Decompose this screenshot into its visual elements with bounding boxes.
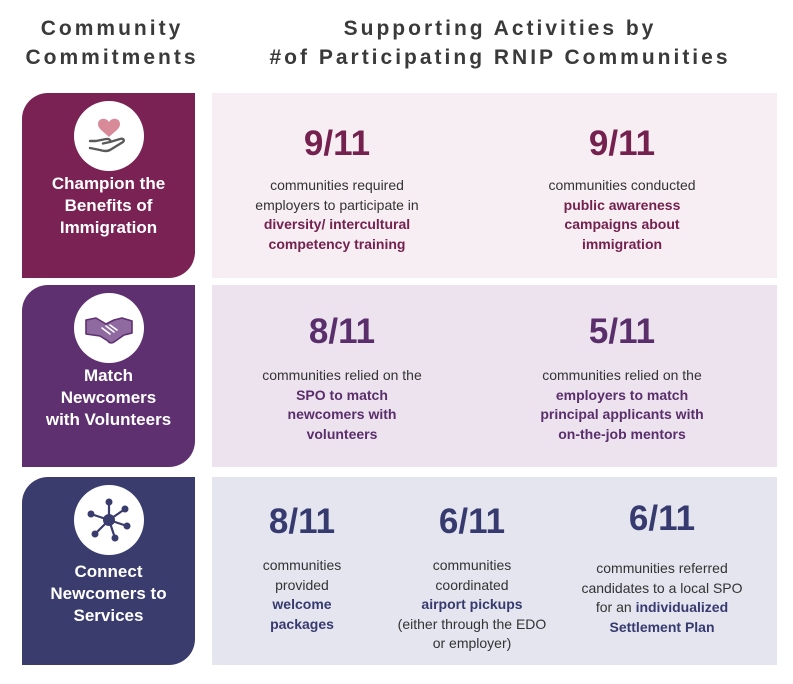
commitment-tab bbox=[22, 93, 195, 278]
commitment-tab bbox=[22, 477, 195, 665]
icon-circle bbox=[74, 485, 144, 555]
stat-highlight: campaigns about bbox=[564, 216, 680, 232]
handshake-icon bbox=[84, 308, 134, 348]
heart-in-hand-icon bbox=[86, 113, 132, 159]
stat-line: or employer) bbox=[432, 635, 512, 651]
stat-highlight: individualized bbox=[635, 599, 729, 615]
stat-highlight: newcomers with bbox=[287, 406, 397, 422]
commitment-title-line: Services bbox=[73, 606, 144, 625]
stat-description bbox=[512, 366, 732, 444]
commitment-title-line: Immigration bbox=[59, 218, 158, 237]
stat-value: 9/11 bbox=[588, 124, 656, 163]
stat-description bbox=[517, 176, 727, 254]
commitment-title-line: Connect bbox=[74, 562, 143, 581]
commitment-tab bbox=[22, 285, 195, 467]
stat-block bbox=[517, 124, 727, 254]
stat-line: provided bbox=[275, 576, 329, 593]
row-champion-benefits bbox=[0, 93, 793, 278]
stat-line: (either through the EDO bbox=[397, 615, 547, 632]
activities-panel bbox=[212, 477, 777, 665]
stat-description bbox=[572, 559, 752, 637]
row-match-newcomers bbox=[0, 285, 793, 467]
stat-line: communities bbox=[262, 557, 342, 573]
commitment-title-line: Champion the bbox=[51, 174, 166, 193]
stat-line bbox=[572, 598, 752, 618]
stat-line: communities relied on the bbox=[262, 367, 422, 383]
activities-header bbox=[215, 14, 785, 72]
stat-value: 8/11 bbox=[308, 312, 376, 351]
stat-highlight: airport pickups bbox=[421, 596, 523, 612]
activities-header-line-1: Supporting Activities by bbox=[343, 17, 657, 40]
stat-description bbox=[242, 366, 442, 444]
stat-line: communities relied on the bbox=[542, 367, 702, 383]
commitment-title-line: Newcomers bbox=[60, 388, 157, 407]
stat-highlight: SPO to match bbox=[296, 386, 388, 403]
icon-circle bbox=[74, 293, 144, 363]
stat-highlight: employers to match bbox=[555, 386, 689, 403]
activities-header-line-2: #of Participating RNIP Communities bbox=[269, 46, 731, 69]
stat-highlight: public awareness bbox=[563, 196, 681, 213]
stat-value: 6/11 bbox=[438, 502, 506, 541]
stat-highlight: packages bbox=[270, 615, 334, 632]
stat-line: coordinated bbox=[435, 576, 509, 593]
stat-highlight: principal applicants with bbox=[540, 406, 704, 422]
commitment-title-line: Match bbox=[83, 366, 134, 385]
stat-value: 6/11 bbox=[628, 499, 696, 538]
stat-highlight: diversity/ intercultural bbox=[263, 216, 411, 232]
stat-line: candidates to a local SPO bbox=[581, 579, 743, 596]
stat-block bbox=[392, 502, 552, 654]
stat-description bbox=[232, 556, 372, 634]
commitments-header-line-1: Community bbox=[40, 17, 184, 40]
stat-line: communities bbox=[432, 557, 512, 573]
commitments-header-line-2: Commitments bbox=[25, 46, 199, 69]
stat-line: communities conducted bbox=[548, 177, 696, 193]
stat-block bbox=[242, 312, 442, 444]
stat-highlight: immigration bbox=[581, 235, 663, 252]
commitment-title-line: Benefits of bbox=[64, 196, 153, 215]
commitments-header bbox=[12, 14, 212, 72]
stat-line-text: for an bbox=[595, 599, 636, 615]
stat-block bbox=[512, 312, 732, 444]
stat-value: 9/11 bbox=[303, 124, 371, 163]
stat-highlight: competency training bbox=[268, 235, 406, 252]
stat-block bbox=[232, 502, 372, 634]
stat-line: communities referred bbox=[596, 560, 728, 576]
commitment-title-line: with Volunteers bbox=[45, 410, 172, 429]
commitment-title bbox=[26, 365, 191, 431]
stat-line: communities required bbox=[270, 177, 404, 193]
stat-block bbox=[232, 124, 442, 254]
activities-panel bbox=[212, 285, 777, 467]
stat-description bbox=[232, 176, 442, 254]
icon-circle bbox=[74, 101, 144, 171]
network-hub-icon bbox=[85, 496, 133, 544]
stat-description bbox=[392, 556, 552, 654]
stat-highlight: Settlement Plan bbox=[609, 618, 715, 635]
commitment-title-line: Newcomers to bbox=[50, 584, 167, 603]
stat-highlight: welcome bbox=[272, 596, 332, 612]
stat-highlight: on-the-job mentors bbox=[558, 425, 686, 442]
activities-panel bbox=[212, 93, 777, 278]
commitment-title bbox=[26, 561, 191, 627]
stat-block bbox=[572, 499, 752, 637]
stat-value: 8/11 bbox=[268, 502, 336, 541]
stat-line: employers to participate in bbox=[255, 196, 419, 213]
stat-value: 5/11 bbox=[588, 312, 656, 351]
stat-highlight: volunteers bbox=[306, 425, 378, 442]
commitment-title bbox=[26, 173, 191, 239]
row-connect-services bbox=[0, 477, 793, 665]
